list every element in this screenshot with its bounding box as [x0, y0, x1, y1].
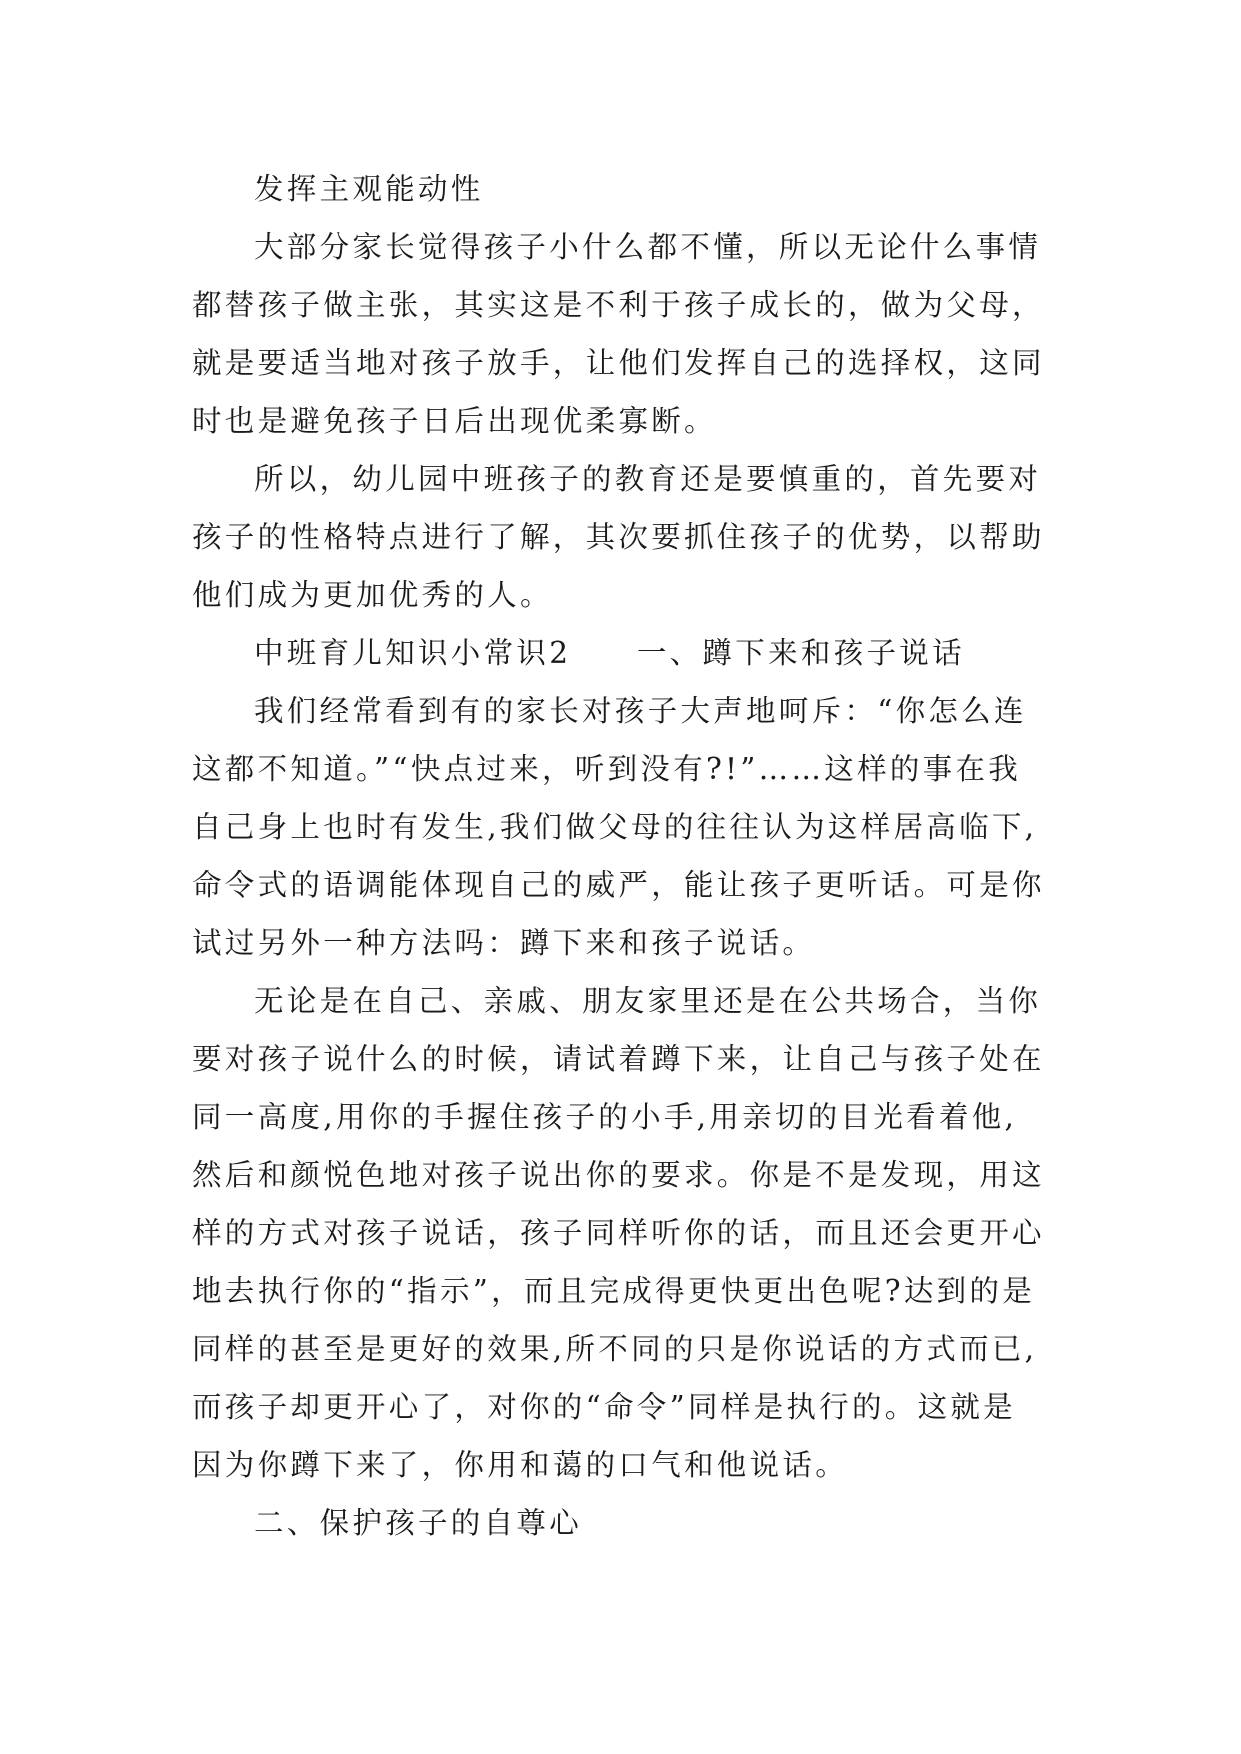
text-line: 大部分家长觉得孩子小什么都不懂，所以无论什么事情: [254, 230, 1042, 264]
text-line: 孩子的性格特点进行了解，其次要抓住孩子的优势，以帮助: [192, 520, 1045, 554]
text-line: 而孩子却更开心了，对你的“命令”同样是执行的。这就是: [192, 1390, 1016, 1424]
document-body: [192, 160, 1062, 1552]
text-line: 因为你蹲下来了，你用和蔼的口气和他说话。: [192, 1448, 849, 1482]
section-heading: 中班育儿知识小常识2 一、蹲下来和孩子说话: [254, 636, 965, 670]
text-line: 所以，幼儿园中班孩子的教育还是要慎重的，首先要对: [254, 462, 1042, 496]
section-heading: 二、保护孩子的自尊心: [254, 1506, 583, 1540]
text-line: 同样的甚至是更好的效果,所不同的只是你说话的方式而已,: [192, 1332, 1038, 1366]
text-line: 同一高度,用你的手握住孩子的小手,用亲切的目光看着他,: [192, 1100, 1018, 1134]
text-line: 命令式的语调能体现自己的威严，能让孩子更听话。可是你: [192, 868, 1045, 902]
text-line: 我们经常看到有的家长对孩子大声地呵斥：“你怎么连: [254, 694, 1027, 728]
text-line: 地去执行你的“指示”，而且完成得更快更出色呢?达到的是: [192, 1274, 1036, 1308]
text-line: 样的方式对孩子说话，孩子同样听你的话，而且还会更开心: [192, 1216, 1045, 1250]
text-line: 时也是避免孩子日后出现优柔寡断。: [192, 404, 717, 438]
text-line: 无论是在自己、亲戚、朋友家里还是在公共场合，当你: [254, 984, 1042, 1018]
text-line: 都替孩子做主张，其实这是不利于孩子成长的，做为父母，: [192, 288, 1045, 322]
text-line: 他们成为更加优秀的人。: [192, 578, 553, 612]
text-line: 要对孩子说什么的时候，请试着蹲下来，让自己与孩子处在: [192, 1042, 1045, 1076]
paragraph-heading: 发挥主观能动性: [254, 172, 484, 206]
text-line: 自己身上也时有发生,我们做父母的往往认为这样居高临下,: [192, 810, 1038, 844]
text-line: 这都不知道。”“快点过来，听到没有?!”……这样的事在我: [192, 752, 1022, 786]
text-line: 试过另外一种方法吗：蹲下来和孩子说话。: [192, 926, 816, 960]
text-line: 然后和颜悦色地对孩子说出你的要求。你是不是发现，用这: [192, 1158, 1045, 1192]
text-line: 就是要适当地对孩子放手，让他们发挥自己的选择权，这同: [192, 346, 1045, 380]
